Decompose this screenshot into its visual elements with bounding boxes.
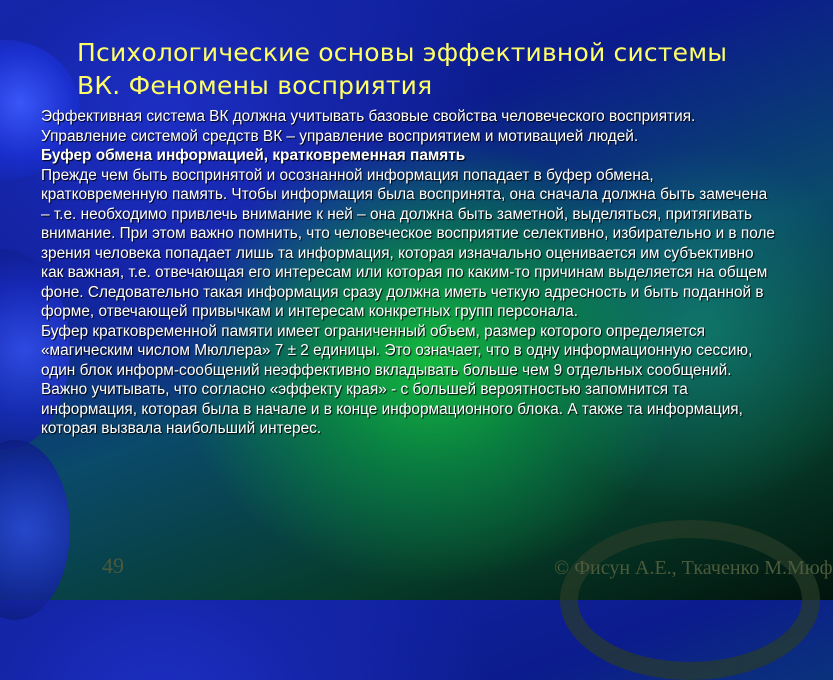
body-paragraph: Важно учитывать, что согласно «эффекту края» - с большей вероятностью запомнится та информация, которая была в начале и в конце информационного блока. А также та информация, которая вызвала наибольший интерес. [41,381,743,437]
slide-body [41,107,776,439]
slide-number: 49 [102,553,124,578]
decorative-orb [0,440,70,620]
slide-title: Психологические основы эффективной системы ВК. Феномены восприятия [77,38,728,100]
body-paragraph: Буфер кратковременной памяти имеет ограниченный объем, размер которого определяется «магическим числом Мюллера» 7 ± 2 единицы. Это означает, что в одну информационную сессию, один блок информ-сообщений неэффективно вкладывать больше чем 9 отдельных сообщений. [41,322,753,379]
body-paragraph: Прежде чем быть воспринятой и осознанной информация попадает в буфер обмена, кратковременную память. Чтобы информация была воспринята, она сначала должна быть замечена – т.е. необходимо привлечь внимание к ней – она должна быть заметной, выделяться, притягивать внимание. При этом важно помнить, что человеческое восприятие селективно, избирательно и в поле зрения человека попадает лишь та информация, которая изначально оценивается им субъективно как важная, т.е. отвечающая его интересам или которая по каким-то причинам выделяется на общем фоне. Следовательно такая информация сразу должна иметь четкую адресность и быть поданной в форме, отвечающей привычкам и интересам конкретных групп персонала. [41,166,775,320]
section-heading: Буфер обмена информацией, кратковременная память [41,147,466,164]
body-paragraph: Эффективная система ВК должна учитывать базовые свойства человеческого восприятия. Управление системой средств ВК – управление восприятием и мотивацией людей. [41,108,696,145]
copyright-footer: © Фисун А.Е., Ткаченко М.Мюф [554,557,833,579]
decorative-ring [560,520,820,680]
